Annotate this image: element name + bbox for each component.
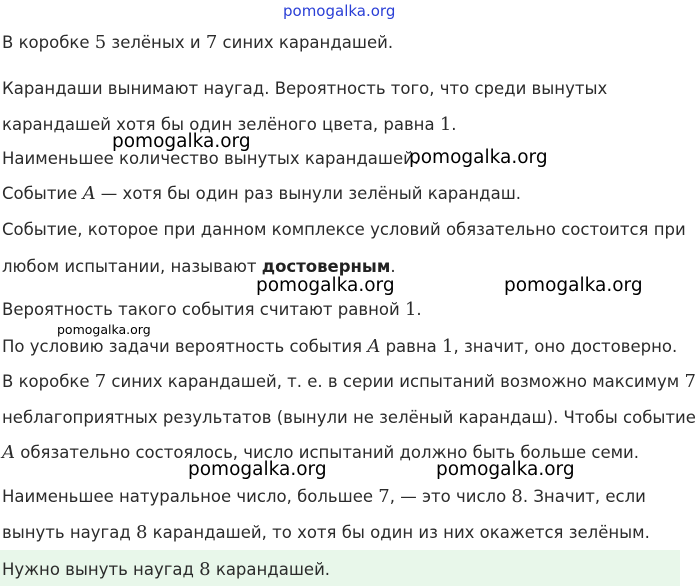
text-line-6: Событие, которое при данном комплексе условий обязательно состоится при [2, 220, 686, 239]
watermark: pomogalka.org [112, 131, 251, 152]
text-line-3: карандашей хотя бы один зелёного цвета, равна 1. [2, 114, 457, 135]
text-line-14: вынуть наугад 8 карандашей, то хотя бы один из них окажется зелёным. [2, 522, 650, 543]
text-line-4: Наименьшее количество вынутых карандашей. [2, 149, 420, 168]
text-line-9: По условию задачи вероятность события A равна 1, значит, оно достоверно. [2, 336, 678, 357]
watermark-top[interactable]: pomogalka.org [283, 2, 396, 20]
text-line-7: любом испытании, называют достоверным. [2, 257, 396, 276]
text-line-5: Событие A — хотя бы один раз вынули зелёный карандаш. [2, 183, 522, 204]
watermark: pomogalka.org [188, 459, 327, 480]
text-line-8: Вероятность такого события считают равной 1. [2, 299, 422, 320]
watermark: pomogalka.org [256, 275, 395, 296]
text-line-13: Наименьшее натуральное число, большее 7, — это число 8. Значит, если [2, 486, 646, 507]
text-line-10: В коробке 7 синих карандашей, т. е. в серии испытаний возможно максимум 7 [2, 371, 696, 392]
text-line-2: Карандаши вынимают наугад. Вероятность того, что среди вынутых [2, 79, 608, 98]
text-line-11: неблагоприятных результатов (вынули не зелёный карандаш). Чтобы событие [2, 408, 696, 427]
watermark: pomogalka.org [57, 322, 151, 337]
watermark: pomogalka.org [436, 459, 575, 480]
answer-line: Нужно вынуть наугад 8 карандашей. [2, 559, 331, 580]
text-line-1: В коробке 5 зелёных и 7 синих карандашей. [2, 32, 394, 53]
watermark: pomogalka.org [504, 275, 643, 296]
text-line-12: A обязательно состоялось, число испытаний должно быть больше семи. [2, 442, 640, 463]
watermark: pomogalka.org [409, 147, 548, 168]
